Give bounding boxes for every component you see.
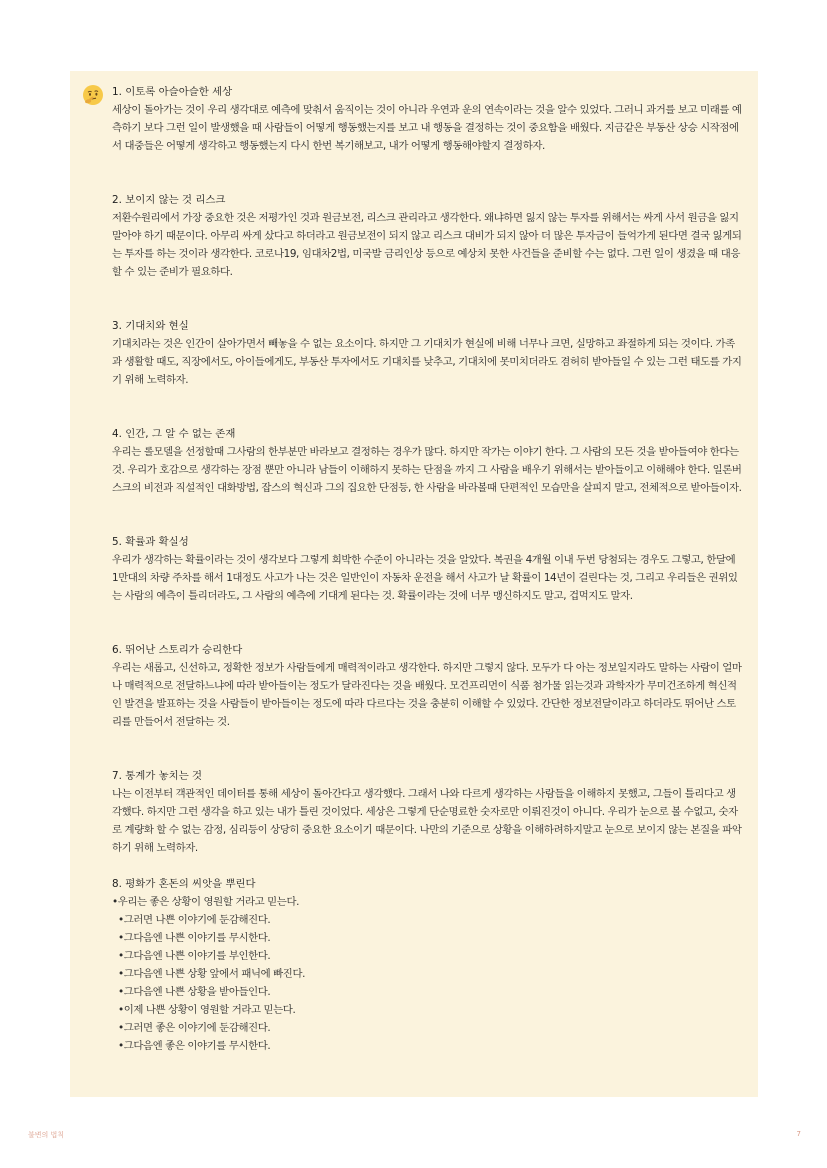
list-item: • 우리는 좋은 상황이 영원할 거라고 믿는다. (112, 893, 744, 911)
section-body: 우리가 생각하는 확률이라는 것이 생각보다 그렇게 희박한 수준이 아니라는 것을 알았다. 복권을 4개월 이내 두번 당첨되는 경우도 그렇고, 한달에 1만대의 차량 주차를 해서 1대정도 사고가 나는 것은 일반인이 자동차 운전을 해서 사고가 날 확률이 14년이 걸린다는 것, 그리고 우리들은 권위있는 사람의 예측이 틀리더라도, 그 사람의 예측에 기대게 된다는 것. 확률이라는 것에 너무 맹신하지도 말고, 겁먹지도 말자. (112, 554, 738, 602)
section-6 (112, 641, 744, 731)
thinking-face-icon (82, 84, 104, 106)
section-heading: 2. 보이지 않는 것 리스크 (112, 194, 226, 206)
section-heading: 8. 평화가 혼돈의 씨앗을 뿌린다 (112, 878, 256, 890)
bullet-list (112, 893, 744, 1055)
section-heading: 1. 이토록 아슬아슬한 세상 (112, 86, 233, 98)
section-body: 나는 이전부터 객관적인 데이터를 통해 세상이 돌아간다고 생각했다. 그래서 나와 다르게 생각하는 사람들을 이해하지 못했고, 그들이 틀리다고 생각했다. 하지만 그런 생각을 하고 있는 내가 틀린 것이었다. 세상은 그렇게 단순명료한 숫자로만 이뤄진것이 아니다. 우리가 눈으로 볼 수없고, 숫자로 계량화 할 수 없는 감정, 심리등이 상당히 중요한 요소이기 때문이다. 나만의 기준으로 상황을 이해하려하지말고 눈으로 보이지 않는 본질을 파악하기 위해 노력하자. (112, 788, 742, 854)
list-item: • 그다음엔 좋은 이야기를 무시한다. (112, 1037, 744, 1055)
list-item: • 그다음엔 나쁜 이야기를 부인한다. (112, 947, 744, 965)
section-8 (112, 875, 744, 1055)
list-item: • 그러면 좋은 이야기에 둔감해진다. (112, 1019, 744, 1037)
list-item: • 그다음엔 나쁜 이야기를 무시한다. (112, 929, 744, 947)
section-body: 우리는 롤모델을 선정할때 그사람의 한부분만 바라보고 결정하는 경우가 많다. 하지만 작가는 이야기 한다. 그 사람의 모든 것을 받아들여야 한다는 것. 우리가 호감으로 생각하는 장점 뿐만 아니라 남들이 이해하지 못하는 단점을 까지 그 사람을 배우기 위해서는 받아들이고 이해해야 한다. 일론버스크의 비전과 직설적인 대화방법, 잡스의 혁신과 그의 집요한 단점등, 한 사람을 바라볼때 단편적인 모습만을 살피지 말고, 전체적으로 받아들이자. (112, 446, 742, 494)
section-body: 우리는 새롭고, 신선하고, 정확한 정보가 사람들에게 매력적이라고 생각한다. 하지만 그렇지 않다. 모두가 다 아는 정보일지라도 말하는 사람이 얼마나 매력적으로 전달하느냐에 따라 받아들이는 정도가 달라진다는 것을 배웠다. 모건프리먼이 식품 첨가물 읽는것과 과학자가 무미건조하게 혁신적인 발견을 발표하는 것을 사람들이 받아들이는 정도에 따라 다르다는 것을 충분히 이해할 수 있었다. 간단한 정보전달이라고 하더라도 뛰어난 스토리를 만들어서 전달하는 것. (112, 662, 742, 728)
section-2 (112, 191, 744, 281)
section-3 (112, 317, 744, 389)
section-heading: 6. 뛰어난 스토리가 승리한다 (112, 644, 243, 656)
section-heading: 5. 확률과 확실성 (112, 536, 189, 548)
page-number: 7 (796, 1130, 801, 1138)
section-body: 저환수원리에서 가장 중요한 것은 저평가인 것과 원금보전, 리스크 관리라고 생각한다. 왜냐하면 잃지 않는 투자를 위해서는 싸게 사서 원금을 잃지 말아야 하기 때문이다. 아무리 싸게 샀다고 하더라고 원금보전이 되지 않고 리스크 대비가 되지 않아 더 많은 투자금이 들억가게 된다면 결국 잃게되는 투자를 하는 것이라 생각한다. 코로나19, 임대차2법, 미국발 금리인상 등으로 예상치 못한 사건들을 준비할 수는 없다. 그런 일이 생겼을 때 대응할 수 있는 준비가 필요하다. (112, 212, 742, 278)
section-body: 세상이 돌아가는 것이 우리 생각대로 예측에 맞춰서 움직이는 것이 아니라 우연과 운의 연속이라는 것을 알수 있었다. 그러니 과거를 보고 미래를 예측하기 보다 그런 일이 발생했을 때 사람들이 어떻게 행동했는지를 보고 내 행동을 결정하는 것이 중요함을 배웠다. 지금같은 부동산 상승 시작점에서 대중들은 어떻게 생각하고 행동했는지 다시 한번 복기해보고, 내가 어떻게 행동해야할지 결정하자. (112, 104, 742, 152)
footer-title: 불변의 법칙 (28, 1131, 65, 1139)
list-item: • 그다음엔 나쁜 상황 앞에서 패닉에 빠진다. (112, 965, 744, 983)
section-heading: 3. 기대치와 현실 (112, 320, 189, 332)
list-item: • 그다음엔 나쁜 상황을 받아들인다. (112, 983, 744, 1001)
content-body (112, 83, 744, 1055)
section-1 (112, 83, 744, 155)
section-4 (112, 425, 744, 497)
list-item: • 이제 나쁜 상황이 영원할 거라고 믿는다. (112, 1001, 744, 1019)
section-5 (112, 533, 744, 605)
section-7 (112, 767, 744, 857)
section-body: 기대치라는 것은 인간이 살아가면서 빼놓을 수 없는 요소이다. 하지만 그 기대치가 현실에 비해 너무나 크면, 실망하고 좌절하게 되는 것이다. 가족과 생활할 때도, 직장에서도, 아이들에게도, 부동산 투자에서도 기대치를 낮추고, 기대치에 못미치더라도 겸허히 받아들일 수 있는 그런 태도를 가지기 위해 노력하자. (112, 338, 742, 386)
section-heading: 4. 인간, 그 알 수 없는 존재 (112, 428, 236, 440)
list-item: • 그러면 나쁜 이야기에 둔감해진다. (112, 911, 744, 929)
content-card (70, 71, 758, 1097)
section-heading: 7. 통계가 놓치는 것 (112, 770, 203, 782)
